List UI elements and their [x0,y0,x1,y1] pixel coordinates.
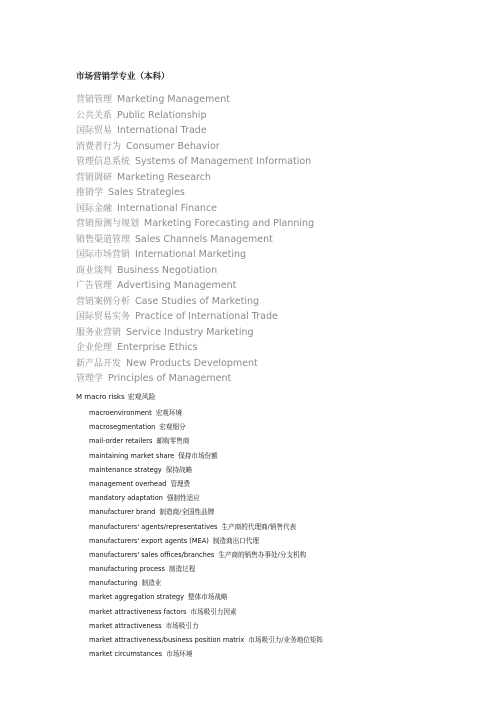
term-en: management overhead [89,479,167,488]
term-zh: 邮购零售商 [156,437,190,446]
course-name-zh: 商业谈判 [76,265,113,276]
course-name-zh: 消费者行为 [76,141,122,152]
course-item [76,92,314,108]
glossary-term [89,590,323,604]
course-item [76,170,314,186]
glossary-term [89,619,323,633]
glossary-term [89,434,323,448]
term-zh: 制造商/全国性品牌 [159,508,215,517]
course-name-zh: 营销管理 [76,95,113,105]
term-zh: 生产商的代理商/销售代表 [221,522,297,531]
course-item [76,325,314,341]
term-en: manufacturing process [89,565,165,574]
term-en: market attractiveness [89,621,162,630]
course-item [76,123,314,139]
glossary-term [89,534,323,548]
course-item [76,216,314,232]
course-name-en: New Products Development [126,357,258,369]
glossary-term [89,406,323,420]
course-name-zh: 管理信息系统 [76,157,131,167]
term-zh: 生产商的销售办事处/分支机构 [218,550,307,559]
course-name-en: Principles of Management [108,373,232,384]
course-name-en: Sales Strategies [108,187,185,198]
term-en: manufacturers' agents/representatives [89,522,218,531]
course-item [76,309,314,325]
glossary-term [89,505,323,519]
term-en: macrosegmentation [89,423,156,432]
term-zh: 整体市场战略 [188,593,228,602]
course-item [76,108,314,124]
course-item [76,247,314,263]
glossary-term [89,605,323,619]
glossary-term [89,491,323,505]
course-name-en: Case Studies of Marketing [135,295,260,307]
course-item [76,356,314,372]
term-zh: 宏观细分 [159,423,186,432]
term-zh: 制造商出口代理 [212,536,259,545]
course-name-zh: 广告管理 [76,281,113,291]
course-name-zh: 企业伦理 [76,343,113,353]
course-item [76,340,314,356]
course-name-en: Systems of Management Information [135,156,312,167]
course-item [76,185,314,201]
course-name-en: International Finance [117,202,218,214]
course-name-zh: 推销学 [76,188,104,198]
course-item [76,294,314,310]
course-item [76,139,314,155]
page-title: 市场营销学专业（本科） [76,72,170,82]
glossary-term [89,420,323,434]
course-name-zh: 新产品开发 [76,358,122,369]
term-zh: 市场吸引力 [165,621,199,630]
course-name-en: Marketing Management [117,94,230,105]
term-en: maintaining market share [89,451,175,460]
course-name-zh: 营销案例分析 [76,296,131,307]
course-name-en: Service Industry Marketing [126,326,254,338]
course-name-zh: 国际金融 [76,203,113,214]
course-item [76,201,314,217]
term-zh: 制造业 [141,579,162,588]
term-zh: 保持战略 [165,465,193,474]
course-name-zh: 国际贸易 [76,126,113,136]
course-item [76,263,314,279]
term-en: market attractiveness/business position matrix [89,636,245,644]
term-en: market attractiveness factors [89,607,187,616]
glossary-term [89,576,323,590]
term-zh: 管理费 [170,479,191,488]
course-name-en: Sales Channels Management [135,233,273,245]
course-name-en: International Marketing [135,249,247,260]
term-en: macroenvironment [89,409,152,417]
course-item [76,232,314,248]
glossary-term [89,477,323,491]
course-name-zh: 国际贸易实务 [76,312,131,322]
course-name-zh: 营销预测与规划 [76,219,140,229]
course-name-en: Public Relationship [117,109,207,121]
term-zh: 宏观环境 [155,409,183,417]
course-name-zh: 国际市场营销 [76,250,131,260]
course-item [76,278,314,294]
course-name-en: Marketing Forecasting and Planning [144,218,315,229]
course-name-en: Business Negotiation [117,264,218,276]
term-en: manufacturers' sales offices/branches [89,550,215,559]
course-item [76,371,314,387]
term-en: maintenance strategy [89,465,162,474]
term-zh: 保持市场份额 [178,451,218,460]
term-en: manufacturer brand [89,508,156,517]
course-name-en: Marketing Research [117,171,211,183]
glossary-term [89,463,323,477]
glossary-head-en: M macro risks [76,393,125,401]
term-zh: 市场吸引力/业务地位矩阵 [248,636,324,644]
term-zh: 强制性适应 [166,494,200,503]
course-list [76,92,314,387]
term-en: mandatory adaptation [89,494,163,503]
term-zh: 制造过程 [168,565,196,574]
course-name-zh: 服务业营销 [76,327,122,338]
course-name-en: Consumer Behavior [126,140,220,152]
course-name-zh: 管理学 [76,374,104,384]
glossary-term [89,548,323,562]
term-en: mail-order retailers [89,437,153,446]
course-name-zh: 销售渠道管理 [76,234,131,245]
glossary-term [89,520,323,534]
course-name-en: Enterprise Ethics [117,342,198,353]
glossary-term [89,562,323,576]
glossary-section-head [76,392,156,402]
course-name-en: International Trade [117,125,207,136]
course-name-en: Advertising Management [117,280,237,291]
glossary-head-zh: 宏观风险 [127,393,156,401]
course-item [76,154,314,170]
course-name-en: Practice of International Trade [135,311,278,322]
glossary-term [89,449,323,463]
term-en: market circumstances [89,650,163,659]
term-zh: 市场吸引力因素 [190,607,237,616]
glossary-term [89,633,323,647]
term-en: market aggregation strategy [89,593,184,602]
term-en: manufacturers' export agents (MEA) [89,536,209,545]
course-name-zh: 公共关系 [76,110,113,121]
course-name-zh: 营销调研 [76,172,113,183]
glossary-term [89,647,323,661]
glossary-term-list [89,406,323,661]
term-zh: 市场环境 [166,650,193,659]
term-en: manufacturing [89,579,138,588]
